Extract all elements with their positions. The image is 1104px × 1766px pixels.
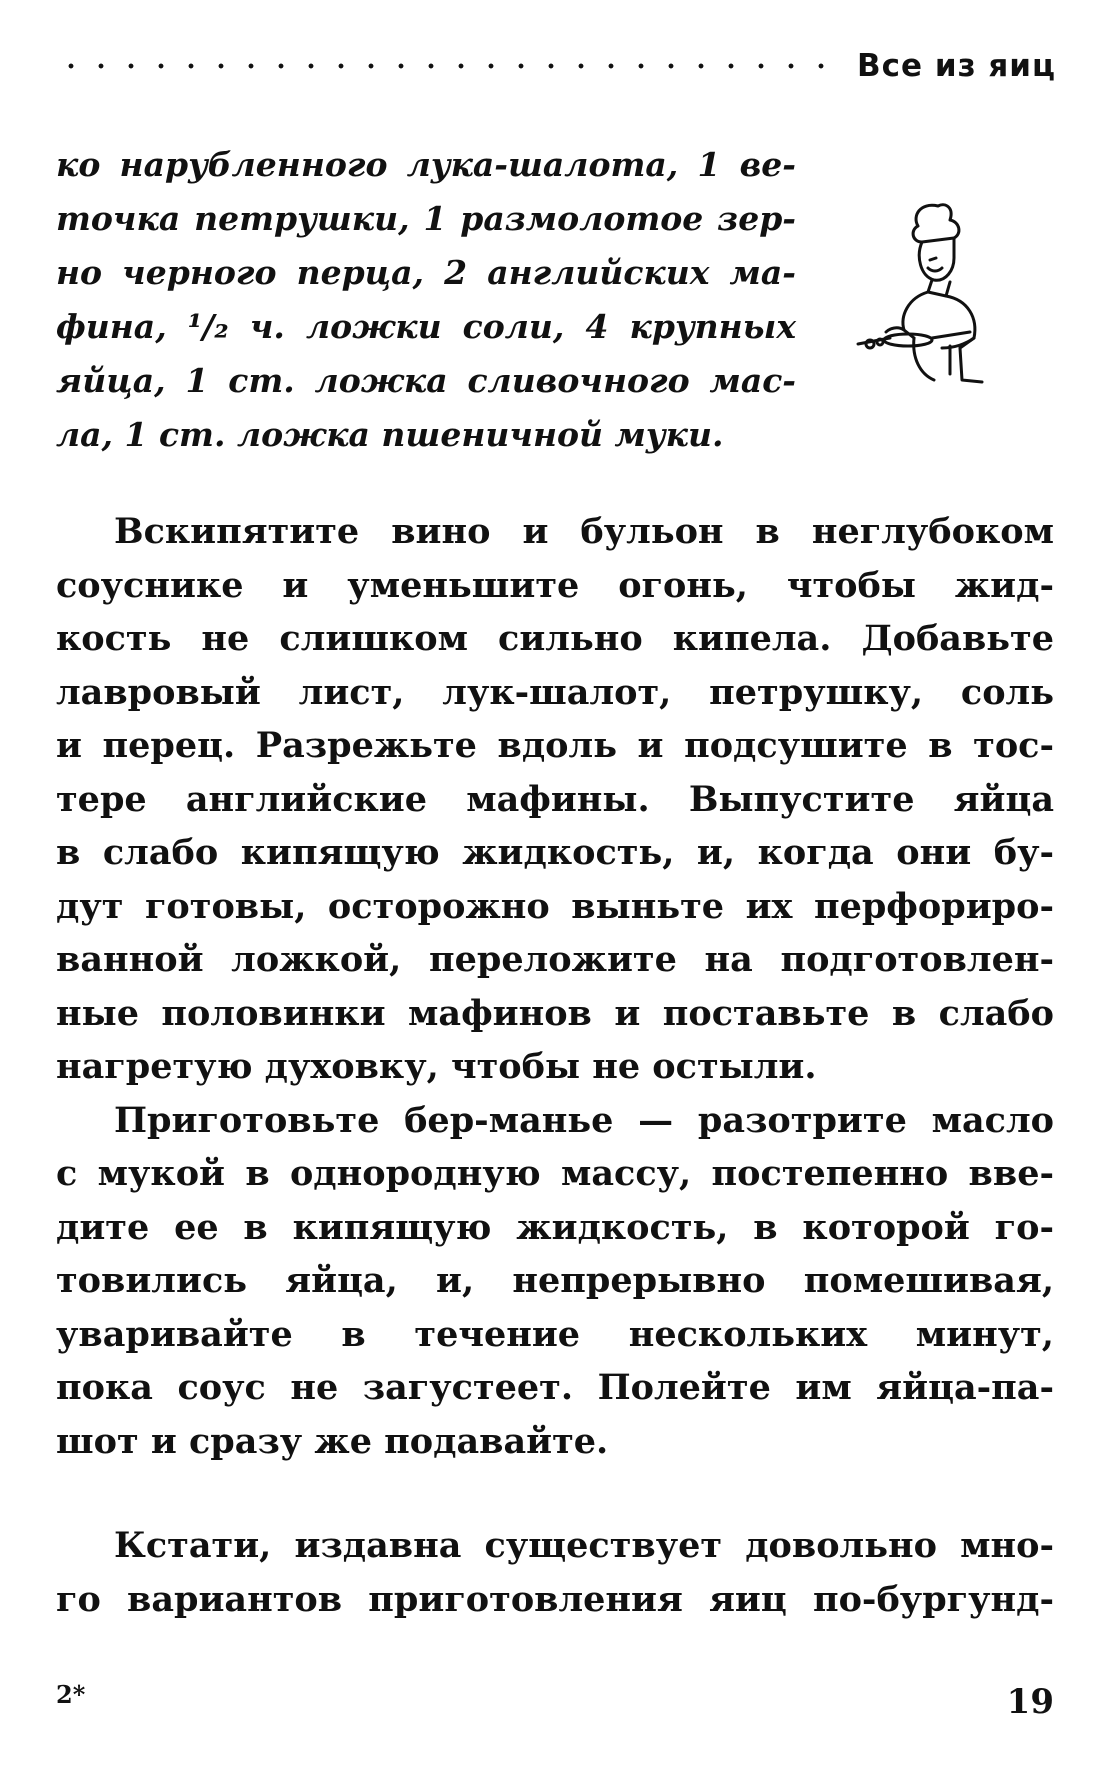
text-line: товились яйца, и, непрерывно помешивая, [56,1260,1054,1301]
text-line: ные половинки мафинов и поставьте в слабо [56,992,1054,1034]
text-line: и перец. Разрежьте вдоль и подсушите в тос- [56,725,1054,766]
ingredients-line: но черного перца, 2 английских ма- [56,253,796,292]
text-line: уваривайте в течение нескольких минут, [56,1313,1054,1355]
recipe-body [56,505,1054,1626]
text-line: дите ее в кипящую жидкость, в которой го- [56,1206,1054,1248]
text-line: дут готовы, осторожно выньте их перфориро- [56,885,1054,927]
ingredients-list [56,138,796,462]
text-line: тере английские мафины. Выпустите яйца [56,778,1054,820]
text-line: соуснике и уменьшите огонь, чтобы жид- [56,564,1054,606]
text-line: шот и сразу же подавайте. [56,1420,609,1462]
ingredients-line: яйца, 1 ст. ложка сливочного мас- [56,361,796,400]
ingredients-line: фина, ¹/₂ ч. ложки соли, 4 крупных [56,307,796,346]
chef-cooking-icon [850,198,1035,388]
ingredients-line: ко нарубленного лука-шалота, 1 ве- [56,145,796,184]
ingredients-line: ла, 1 ст. ложка пшеничной муки. [56,415,724,454]
text-line: го вариантов приготовления яиц по-бургунд- [56,1578,1054,1620]
running-header [56,46,1056,86]
ingredients-line: точка петрушки, 1 размолотое зер- [56,199,796,238]
text-line: кость не слишком сильно кипела. Добавьте [56,618,1054,659]
page-number: 19 [1006,1682,1054,1722]
text-line: в слабо кипящую жидкость, и, когда они бу- [56,832,1054,873]
text-line: Кстати, издавна существует довольно мно- [114,1525,1054,1566]
dotted-leader [56,63,843,69]
signature-mark: 2* [56,1680,86,1709]
text-line: с мукой в однородную массу, постепенно вве- [56,1153,1054,1194]
text-line: ванной ложкой, переложите на подготовлен- [56,939,1054,980]
text-line: пока соус не загустеет. Полейте им яйца-па- [56,1367,1054,1408]
section-title: Все из яиц [857,48,1056,84]
paragraph-gap [56,1468,1054,1519]
text-line: нагретую духовку, чтобы не остыли. [56,1046,817,1087]
text-line: Приготовьте бер-манье — разотрите масло [114,1099,1054,1141]
text-line: Вскипятите вино и бульон в неглубоком [114,511,1054,552]
text-line: лавровый лист, лук-шалот, петрушку, соль [56,671,1054,713]
